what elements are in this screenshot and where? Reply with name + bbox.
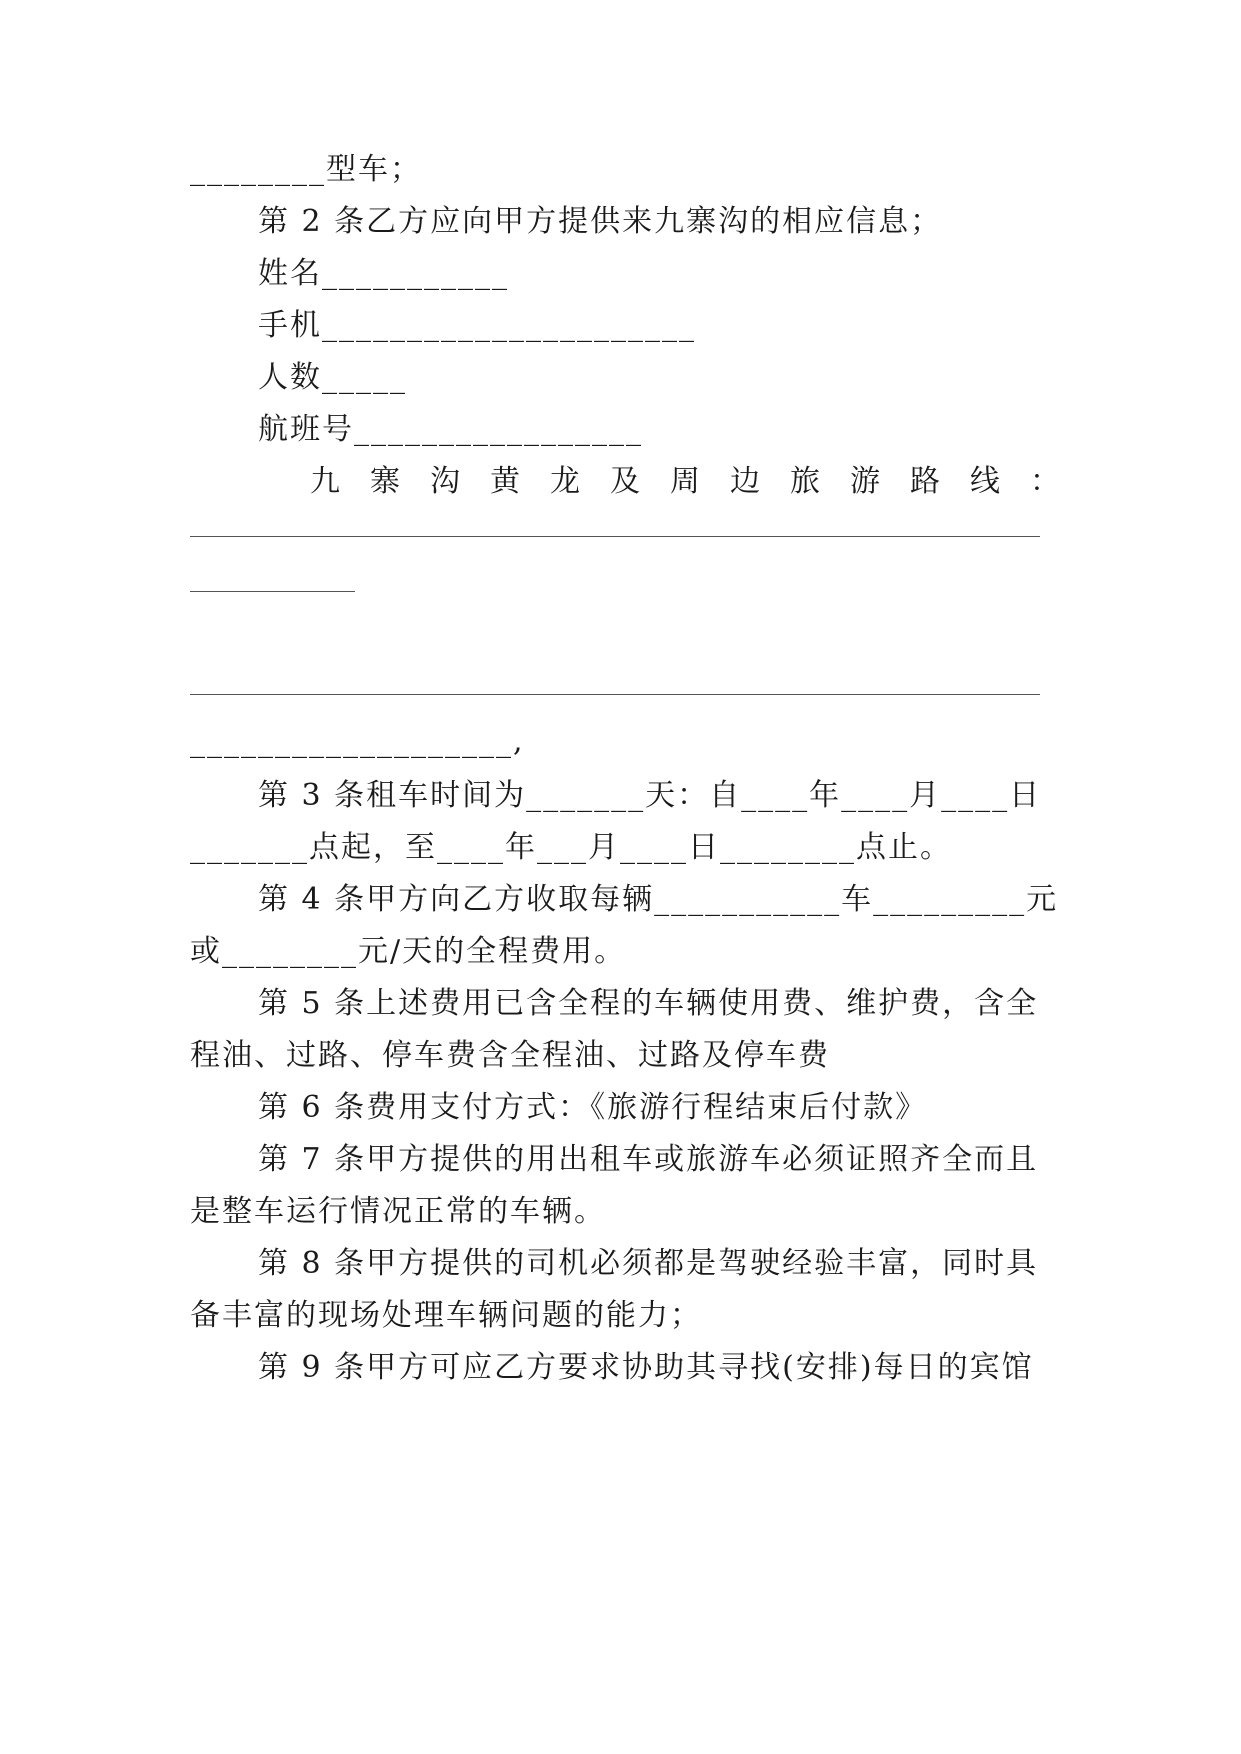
route-char: 边 (730, 464, 760, 499)
route-blank-rule (190, 536, 1040, 537)
route-char: 路 (910, 464, 940, 499)
article-7-line: 第 7 条甲方提供的用出租车或旅游车必须证照齐全而且 (258, 1142, 1039, 1177)
article-3-continued-line: _______点起，至____年___月____日________点止。 (190, 830, 952, 865)
route-char: 九 (310, 464, 340, 499)
flight-number-field-line: 航班号_________________ (258, 412, 643, 447)
article-4-continued-line: 或________元/天的全程费用。 (190, 934, 627, 969)
phone-field-line: 手机______________________ (258, 308, 696, 343)
route-blank-rule (190, 694, 1040, 695)
route-char: 黄 (490, 464, 520, 499)
route-char: 及 (610, 464, 640, 499)
headcount-field-line: 人数_____ (258, 360, 407, 395)
route-char: 线 (970, 464, 1000, 499)
vehicle-type-line: ________型车； (190, 152, 422, 187)
route-char: 旅 (790, 464, 820, 499)
article-8-continued-line: 备丰富的现场处理车辆问题的能力； (190, 1298, 702, 1333)
article-5-line: 第 5 条上述费用已含全程的车辆使用费、维护费，含全 (258, 986, 1039, 1021)
article-2-line: 第 2 条乙方应向甲方提供来九寨沟的相应信息； (258, 204, 943, 239)
route-char: 寨 (370, 464, 400, 499)
article-5-continued-line: 程油、过路、停车费含全程油、过路及停车费 (190, 1038, 830, 1073)
route-char: 游 (850, 464, 880, 499)
route-blank-end-line: ___________________, (190, 724, 525, 759)
route-char: ： (1030, 464, 1060, 499)
article-9-line: 第 9 条甲方可应乙方要求协助其寻找(安排)每日的宾馆 (258, 1350, 1034, 1385)
name-field-line: 姓名___________ (258, 256, 509, 291)
article-4-line: 第 4 条甲方向乙方收取每辆___________车_________元 (258, 882, 1059, 917)
article-7-continued-line: 是整车运行情况正常的车辆。 (190, 1194, 606, 1229)
route-char: 周 (670, 464, 700, 499)
route-blank-rule (190, 591, 355, 592)
article-8-line: 第 8 条甲方提供的司机必须都是驾驶经验丰富，同时具 (258, 1246, 1039, 1281)
route-heading-line (310, 462, 1060, 502)
route-char: 龙 (550, 464, 580, 499)
article-3-line: 第 3 条租车时间为_______天：自____年____月____日 (258, 778, 1042, 813)
route-char: 沟 (430, 464, 460, 499)
article-6-line: 第 6 条费用支付方式：《旅游行程结束后付款》 (258, 1090, 928, 1125)
